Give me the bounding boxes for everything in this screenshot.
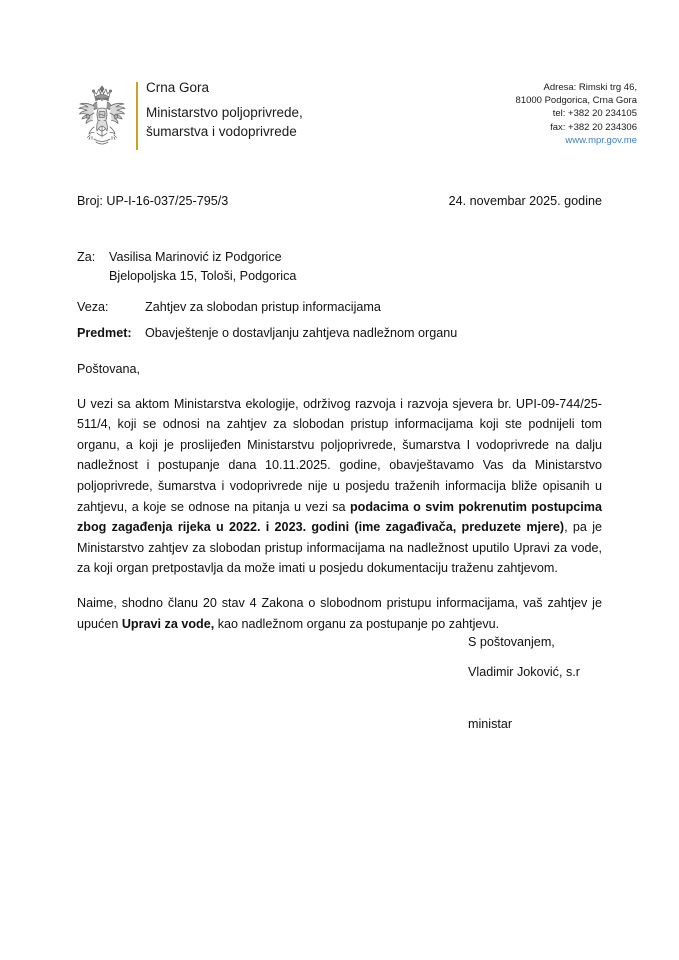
predmet-label: Predmet: [77, 326, 132, 340]
paragraph-1-part-1: U vezi sa aktom Ministarstva ekologije, održivog razvoja i razvoja sjevera br. UPI-09-744/25-511/4, koji se odnosi na zahtjev za slobodan pristup informacijama koji ste podnijeli tom organu, a koji je proslijeđen Ministarstvu poljoprivrede, šumarstva I vodoprivrede na dalju nadležnost i postupanje dana 10.11.2025. godine, obavještavamo Vas da Ministarstvo poljoprivrede, šumarstva i vodoprivrede nije u posjedu traženih informacija bliže opisanih u zahtjevu, a koje se odnose na pitanja u vezi sa [77, 396, 602, 514]
paragraph-2-bold: Upravi za vode, [121, 616, 215, 631]
paragraph-1-bold: podacima o svim pokrenutim postupcima zbog zagađenja rijeka u 2022. i 2023. godini (ime zagađivača, preduzete mjere) [77, 499, 602, 535]
veza-value: Zahtjev za slobodan pristup informacijama [145, 300, 381, 314]
signature-block [468, 633, 580, 734]
contact-block [516, 81, 637, 147]
recipient-address: Bjelopoljska 15, Tološi, Podgorica [109, 269, 297, 283]
montenegro-coat-of-arms-icon [72, 80, 132, 158]
contact-address-line1: Adresa: Rimski trg 46, [543, 82, 637, 93]
country-name: Crna Gora [146, 80, 210, 95]
closing-regards: S poštovanjem, [468, 635, 555, 649]
contact-fax: fax: +382 20 234306 [550, 121, 637, 133]
ministry-name-line2: šumarstva i vodoprivrede [146, 124, 297, 139]
veza-label: Veza: [77, 300, 109, 314]
document-number: Broj: UP-I-16-037/25-795/3 [77, 194, 229, 208]
subject-row [77, 324, 602, 343]
ministry-name [146, 103, 426, 141]
paragraph-1-part-2: , pa je Ministarstvo zahtjev za slobodan pristup informacijama na nadležnost uputilo Upravi za vode, za koji organ pretpostavlja da može imati u posjedu dokumentaciju traženu zahtjevom. [77, 520, 602, 576]
paragraph-2-part-1: Naime, shodno članu 20 stav 4 Zakona o slobodnom pristupu informacijama, vaš zahtjev je upućen [77, 595, 602, 631]
letterhead [0, 78, 679, 164]
recipient-block [77, 248, 602, 343]
ministry-name-line1: Ministarstvo poljoprivrede, [146, 105, 303, 120]
contact-address-line2: 81000 Podgorica, Crna Gora [515, 95, 637, 107]
letterhead-divider [136, 82, 138, 150]
signatory-name: Vladimir Joković, s.r [468, 665, 580, 679]
recipient-za-label: Za: [77, 250, 96, 264]
recipient-name: Vasilisa Marinović iz Podgorice [109, 250, 282, 264]
reference-line [77, 192, 602, 210]
letter-body [77, 359, 602, 634]
signatory-title: ministar [468, 717, 513, 731]
recipient-name-row [77, 248, 602, 267]
letterhead-titles [146, 78, 426, 141]
reference-subject-row [77, 298, 602, 317]
document-date: 24. novembar 2025. godine [448, 194, 602, 208]
body-paragraph-2 [77, 593, 602, 634]
predmet-value: Obavještenje o dostavljanju zahtjeva nadležnom organu [145, 326, 458, 340]
salutation: Poštovana, [77, 362, 141, 376]
body-paragraph-1 [77, 394, 602, 579]
contact-telephone: tel: +382 20 234105 [552, 108, 637, 120]
contact-website-link[interactable]: www.mpr.gov.me [565, 134, 637, 146]
paragraph-2-part-2: kao nadležnom organu za postupanje po zahtjevu. [214, 616, 500, 631]
